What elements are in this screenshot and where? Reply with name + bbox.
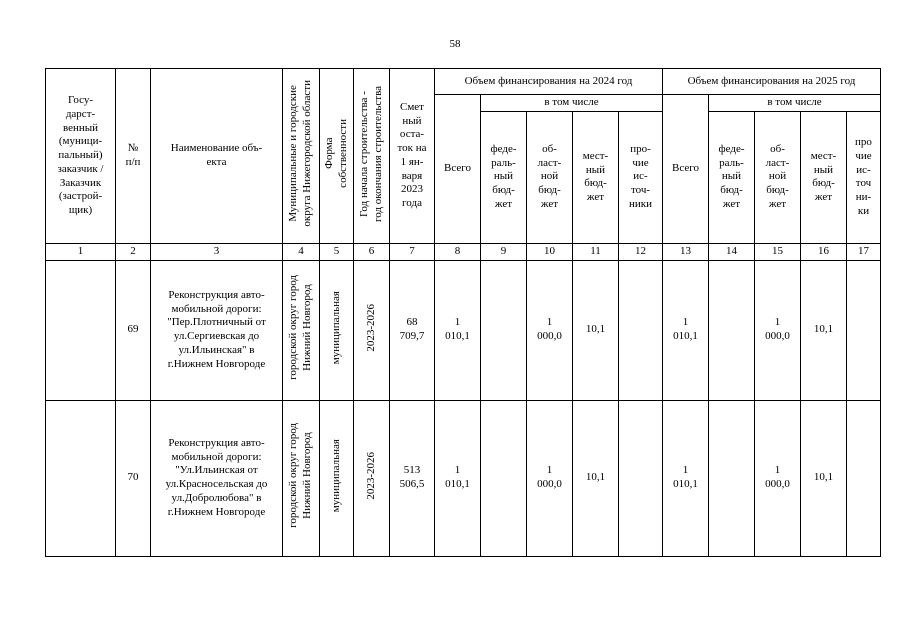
row-municipality: городской округ город Нижний Новгород — [283, 260, 320, 400]
header-federal-2025: феде- раль- ный бюд- жет — [709, 111, 755, 243]
column-number: 13 — [663, 243, 709, 260]
header-local-2024: мест- ный бюд- жет — [573, 111, 619, 243]
header-total-2024: Всего — [435, 95, 481, 244]
row-other-2024 — [619, 400, 663, 556]
row-other-2025 — [847, 400, 881, 556]
row-object-name: Реконструкция авто- мобильной дороги: "Ул.Ильинская от ул.Красносельская до ул.Добролюбова" в г.Нижнем Новгороде — [151, 400, 283, 556]
column-number: 1 — [46, 243, 116, 260]
header-object-name: Наименование объ- екта — [151, 69, 283, 244]
row-customer — [46, 400, 116, 556]
column-number: 5 — [320, 243, 354, 260]
row-regional-2025: 1 000,0 — [755, 400, 801, 556]
row-total-2024: 1 010,1 — [435, 260, 481, 400]
column-number: 8 — [435, 243, 481, 260]
column-number: 17 — [847, 243, 881, 260]
row-ownership: муниципальная — [320, 400, 354, 556]
column-number: 2 — [116, 243, 151, 260]
page-number: 58 — [449, 38, 461, 50]
row-years: 2023-2026 — [354, 400, 390, 556]
row-other-2024 — [619, 260, 663, 400]
header-ownership: Форма собственности — [320, 69, 354, 244]
row-num: 69 — [116, 260, 151, 400]
header-other-2024: про- чие ис- точ- ники — [619, 111, 663, 243]
column-number: 14 — [709, 243, 755, 260]
row-customer — [46, 260, 116, 400]
column-number: 4 — [283, 243, 320, 260]
row-municipality: городской округ город Нижний Новгород — [283, 400, 320, 556]
header-num: № п/п — [116, 69, 151, 244]
row-total-2025: 1 010,1 — [663, 400, 709, 556]
row-federal-2025 — [709, 260, 755, 400]
column-number: 6 — [354, 243, 390, 260]
table-row — [46, 260, 881, 400]
header-municipality: Муниципальные и городские округа Нижегородской области — [283, 69, 320, 244]
row-federal-2024 — [481, 260, 527, 400]
financing-table — [45, 68, 881, 557]
column-number: 12 — [619, 243, 663, 260]
header-regional-2025: об- ласт- ной бюд- жет — [755, 111, 801, 243]
row-local-2024: 10,1 — [573, 260, 619, 400]
row-balance: 68 709,7 — [390, 260, 435, 400]
row-total-2024: 1 010,1 — [435, 400, 481, 556]
header-other-2025: про чие ис- точ ни- ки — [847, 111, 881, 243]
header-total-2025: Всего — [663, 95, 709, 244]
row-total-2025: 1 010,1 — [663, 260, 709, 400]
row-years: 2023-2026 — [354, 260, 390, 400]
column-number: 7 — [390, 243, 435, 260]
row-local-2024: 10,1 — [573, 400, 619, 556]
column-number: 10 — [527, 243, 573, 260]
row-balance: 513 506,5 — [390, 400, 435, 556]
column-number: 16 — [801, 243, 847, 260]
row-ownership: муниципальная — [320, 260, 354, 400]
table-row — [46, 400, 881, 556]
column-number: 3 — [151, 243, 283, 260]
row-object-name: Реконструкция авто- мобильной дороги: "Пер.Плотничный от ул.Сергиевская до ул.Ильинская" в г.Нижнем Новгороде — [151, 260, 283, 400]
header-fin-2025: Объем финансирования на 2025 год — [663, 69, 881, 95]
row-regional-2024: 1 000,0 — [527, 260, 573, 400]
row-other-2025 — [847, 260, 881, 400]
row-federal-2024 — [481, 400, 527, 556]
header-customer: Госу- дарст- венный (муници- пальный) заказчик / Заказчик (застрой- щик) — [46, 69, 116, 244]
row-regional-2024: 1 000,0 — [527, 400, 573, 556]
column-number-row — [46, 243, 881, 260]
header-balance: Смет ный оста- ток на 1 ян- варя 2023 года — [390, 69, 435, 244]
column-number: 9 — [481, 243, 527, 260]
row-federal-2025 — [709, 400, 755, 556]
header-regional-2024: об- ласт- ной бюд- жет — [527, 111, 573, 243]
header-including-2025: в том числе — [709, 95, 881, 112]
header-federal-2024: феде- раль- ный бюд- жет — [481, 111, 527, 243]
header-fin-2024: Объем финансирования на 2024 год — [435, 69, 663, 95]
header-years: Год начала строительства - год окончания строительства — [354, 69, 390, 244]
row-local-2025: 10,1 — [801, 400, 847, 556]
header-including-2024: в том числе — [481, 95, 663, 112]
row-regional-2025: 1 000,0 — [755, 260, 801, 400]
row-local-2025: 10,1 — [801, 260, 847, 400]
header-local-2025: мест- ный бюд- жет — [801, 111, 847, 243]
column-number: 11 — [573, 243, 619, 260]
column-number: 15 — [755, 243, 801, 260]
row-num: 70 — [116, 400, 151, 556]
